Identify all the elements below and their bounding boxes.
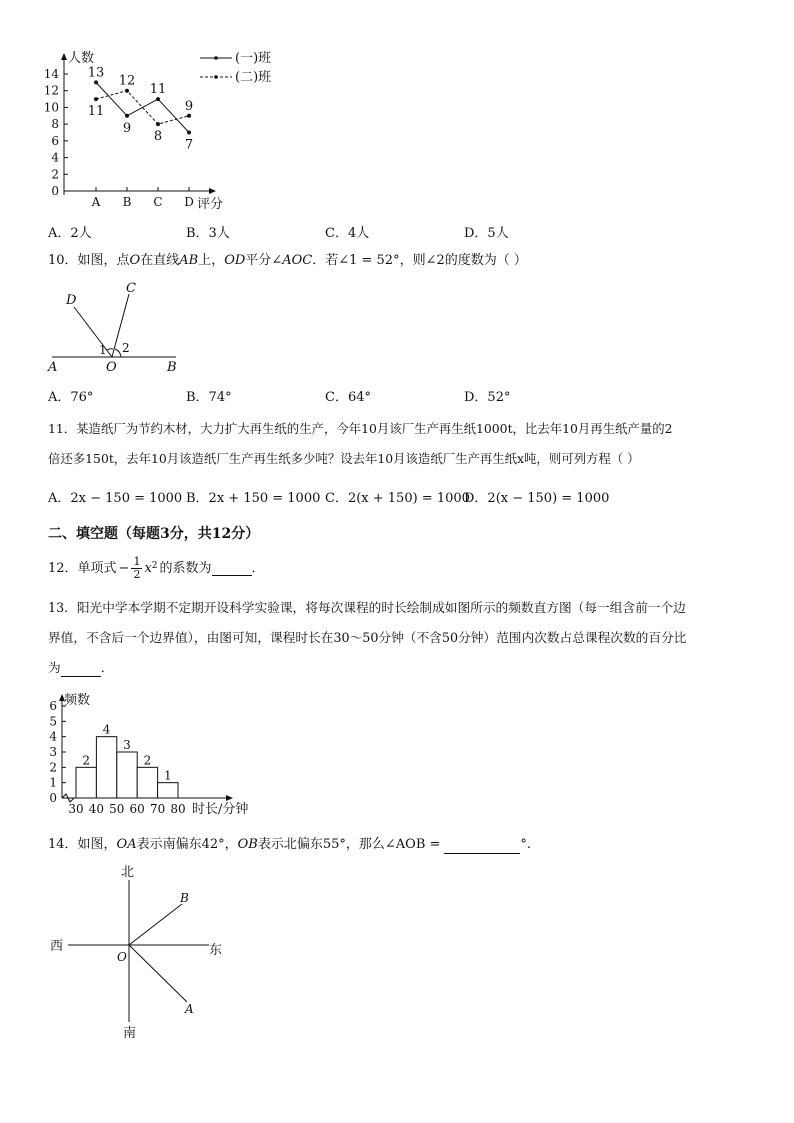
label-west: 西 — [50, 939, 64, 954]
q11-stem-line2: 倍还多150t，去年10月该造纸厂生产再生纸多少吨？设去年10月该造纸厂生产再生纸x吨，则可列方程（ ） — [48, 451, 640, 466]
q10-stem-d: 平分 — [245, 253, 272, 268]
histogram-bar — [96, 737, 116, 798]
label-south: 南 — [123, 1026, 137, 1041]
q10-angle-aoc: ∠AOC — [271, 253, 313, 268]
x-tick-label: D — [184, 195, 194, 209]
x-tick-label: C — [153, 195, 163, 209]
histogram-bar — [117, 752, 137, 798]
q10-stem-e: ．若∠1 = 52°，则∠2的度数为（ ） — [312, 253, 527, 268]
x-tick-label: 40 — [88, 802, 105, 816]
label-o: O — [106, 360, 117, 375]
data-label: 9 — [184, 98, 194, 114]
q11-stem-line1: 11．某造纸厂为节约木材，大力扩大再生纸的生产，今年10月该厂生产再生纸1000t，比去年10月再生纸产量的2 — [48, 421, 673, 436]
q10-stem-c: 上， — [198, 253, 225, 268]
q12-fraction — [131, 556, 142, 581]
q12-answer-blank[interactable] — [212, 561, 252, 576]
label-d: D — [66, 293, 77, 308]
data-label: 11 — [149, 82, 167, 98]
y-tick-label: 1 — [49, 775, 57, 790]
bar-value-label: 3 — [123, 738, 131, 752]
data-label: 13 — [87, 65, 105, 81]
label-north: 北 — [121, 865, 135, 880]
label-a: A — [185, 1002, 194, 1016]
x-tick-label: A — [91, 195, 101, 209]
q12-suffix: 的系数为 — [159, 560, 212, 576]
histogram-bar — [76, 767, 96, 798]
legend — [200, 51, 271, 85]
x-tick-label: 50 — [109, 802, 125, 816]
q13-answer-blank[interactable] — [61, 662, 101, 677]
y-tick-label: 0 — [51, 184, 59, 198]
x-tick-label: 80 — [170, 802, 186, 816]
y-tick-label: 4 — [49, 729, 57, 744]
data-point — [156, 97, 160, 101]
label-o: O — [117, 950, 127, 964]
y-tick-label: 10 — [43, 100, 59, 115]
data-label: 9 — [122, 120, 132, 136]
q13-histogram — [42, 688, 272, 818]
data-point — [94, 80, 98, 84]
q9-option-c[interactable]: C．4人 — [325, 226, 370, 241]
q9-option-b[interactable]: B．3人 — [186, 226, 230, 241]
x-tick-label: 60 — [129, 802, 145, 816]
data-point — [187, 131, 191, 135]
q14-answer-blank[interactable] — [444, 839, 520, 854]
x-axis-label: 时长/分钟 — [192, 802, 249, 817]
data-label: 7 — [184, 137, 194, 153]
q14-ray-oa: OA — [116, 837, 137, 852]
y-axis-label: 人数 — [68, 51, 95, 66]
y-tick-label: 3 — [49, 745, 57, 759]
y-tick-label: 6 — [49, 699, 57, 713]
label-east: 东 — [209, 943, 223, 958]
y-axis-arrow — [61, 53, 67, 60]
data-point — [125, 114, 129, 118]
y-tick-label: 0 — [49, 791, 57, 805]
q12-exponent: 2 — [151, 560, 158, 571]
q11-option-c[interactable]: C．2(x + 150) = 1000 — [325, 491, 470, 506]
y-tick-label: 8 — [51, 117, 59, 132]
y-tick-label: 2 — [49, 760, 57, 775]
q10-line-ab: AB — [179, 253, 199, 268]
y-tick-label: 6 — [51, 133, 59, 148]
histogram-bar — [137, 767, 157, 798]
q12-prefix: 12．单项式 — [48, 560, 117, 576]
q11-option-b[interactable]: B．2x + 150 = 1000 — [186, 491, 321, 506]
x-axis-arrow — [226, 795, 233, 801]
q10-option-b[interactable]: B．74° — [186, 390, 232, 405]
q14-a: 14．如图， — [48, 837, 117, 852]
histogram-bar — [158, 783, 178, 798]
data-point — [94, 97, 98, 101]
q14-compass-figure — [44, 862, 244, 1047]
bar-value-label: 2 — [82, 753, 91, 768]
q12-stem — [48, 556, 265, 581]
q13-line3-text: 为 — [48, 660, 61, 675]
q11-option-d[interactable]: D．2(x − 150) = 1000 — [464, 491, 610, 506]
data-label: 12 — [118, 73, 136, 89]
q13-stem-line3 — [48, 659, 113, 677]
q11-option-a[interactable]: A．2x − 150 = 1000 — [48, 491, 183, 506]
q10-stem-b: 在直线 — [140, 253, 180, 268]
x-tick-label: B — [122, 195, 132, 209]
angle-arc-1 — [107, 349, 113, 350]
q10-point-o: O — [129, 253, 141, 268]
label-angle-1: 1 — [99, 343, 107, 357]
label-b: B — [180, 891, 189, 905]
q12-end: ． — [251, 560, 265, 576]
y-axis-label: 频数 — [64, 693, 91, 708]
q10-option-d[interactable]: D．52° — [464, 390, 511, 405]
bar-value-label: 2 — [143, 753, 152, 768]
q14-ray-ob: OB — [237, 837, 258, 852]
x-axis-label: 评分 — [197, 197, 224, 212]
q13-stem-line1: 13．阳光中学本学期不定期开设科学实验课，将每次课程的时长绘制成如图所示的频数直方图（每一组含前一个边 — [48, 600, 686, 615]
data-point — [125, 89, 129, 93]
q9-line-chart — [40, 45, 300, 215]
q13-end: ． — [100, 660, 114, 675]
data-label: 8 — [153, 129, 163, 145]
q10-stem-a: 10．如图，点 — [48, 253, 130, 268]
q9-option-a[interactable]: A．2人 — [48, 226, 92, 241]
q10-option-a[interactable]: A．76° — [48, 390, 94, 405]
legend-label-class2: (二)班 — [235, 70, 272, 85]
bar-value-label: 4 — [102, 722, 111, 737]
y-tick-label: 5 — [49, 714, 57, 729]
q14-stem — [48, 836, 531, 854]
y-tick-label: 4 — [51, 150, 59, 165]
y-tick-label: 14 — [43, 67, 59, 81]
x-tick-label: 30 — [68, 802, 84, 816]
legend-dot-solid — [214, 56, 218, 60]
x-tick-label: 70 — [149, 802, 166, 816]
data-point — [156, 122, 160, 126]
angle-arc-2 — [115, 349, 121, 357]
bar-value-label: 1 — [163, 768, 172, 783]
legend-dot-dashed — [214, 75, 218, 79]
q14-c: 表示北偏东55°，那么∠AOB = — [257, 837, 441, 852]
data-label: 11 — [87, 104, 105, 120]
q9-option-d[interactable]: D．5人 — [464, 226, 509, 241]
ray-ob — [129, 904, 182, 945]
data-point — [187, 114, 191, 118]
q12-denominator: 2 — [133, 568, 141, 581]
q12-minus: − — [118, 560, 130, 576]
x-axis-arrow — [209, 188, 216, 194]
legend-label-class1: (一)班 — [235, 51, 272, 66]
q10-ray-od: OD — [224, 253, 246, 268]
q10-angle-figure — [44, 280, 194, 375]
ray-oa — [129, 945, 187, 1002]
q10-stem — [48, 252, 527, 270]
series-line-1 — [96, 82, 189, 132]
label-angle-2: 2 — [122, 341, 130, 355]
q14-end: °. — [520, 837, 532, 852]
q14-b: 表示南偏东42°， — [136, 837, 238, 852]
q13-stem-line2: 界值，不含后一个边界值），由图可知，课程时长在30～50分钟（不含50分钟）范围内次数占总课程次数的百分比 — [48, 630, 687, 645]
q12-numerator: 1 — [133, 555, 141, 568]
q12-variable: x — [144, 560, 152, 576]
label-a: A — [48, 360, 58, 375]
label-c: C — [126, 281, 136, 296]
y-tick-label: 2 — [51, 167, 59, 182]
section-2-title: 二、填空题（每题3分，共12分） — [48, 526, 260, 542]
label-b: B — [167, 360, 177, 375]
y-tick-label: 12 — [43, 83, 59, 98]
q10-option-c[interactable]: C．64° — [325, 390, 371, 405]
